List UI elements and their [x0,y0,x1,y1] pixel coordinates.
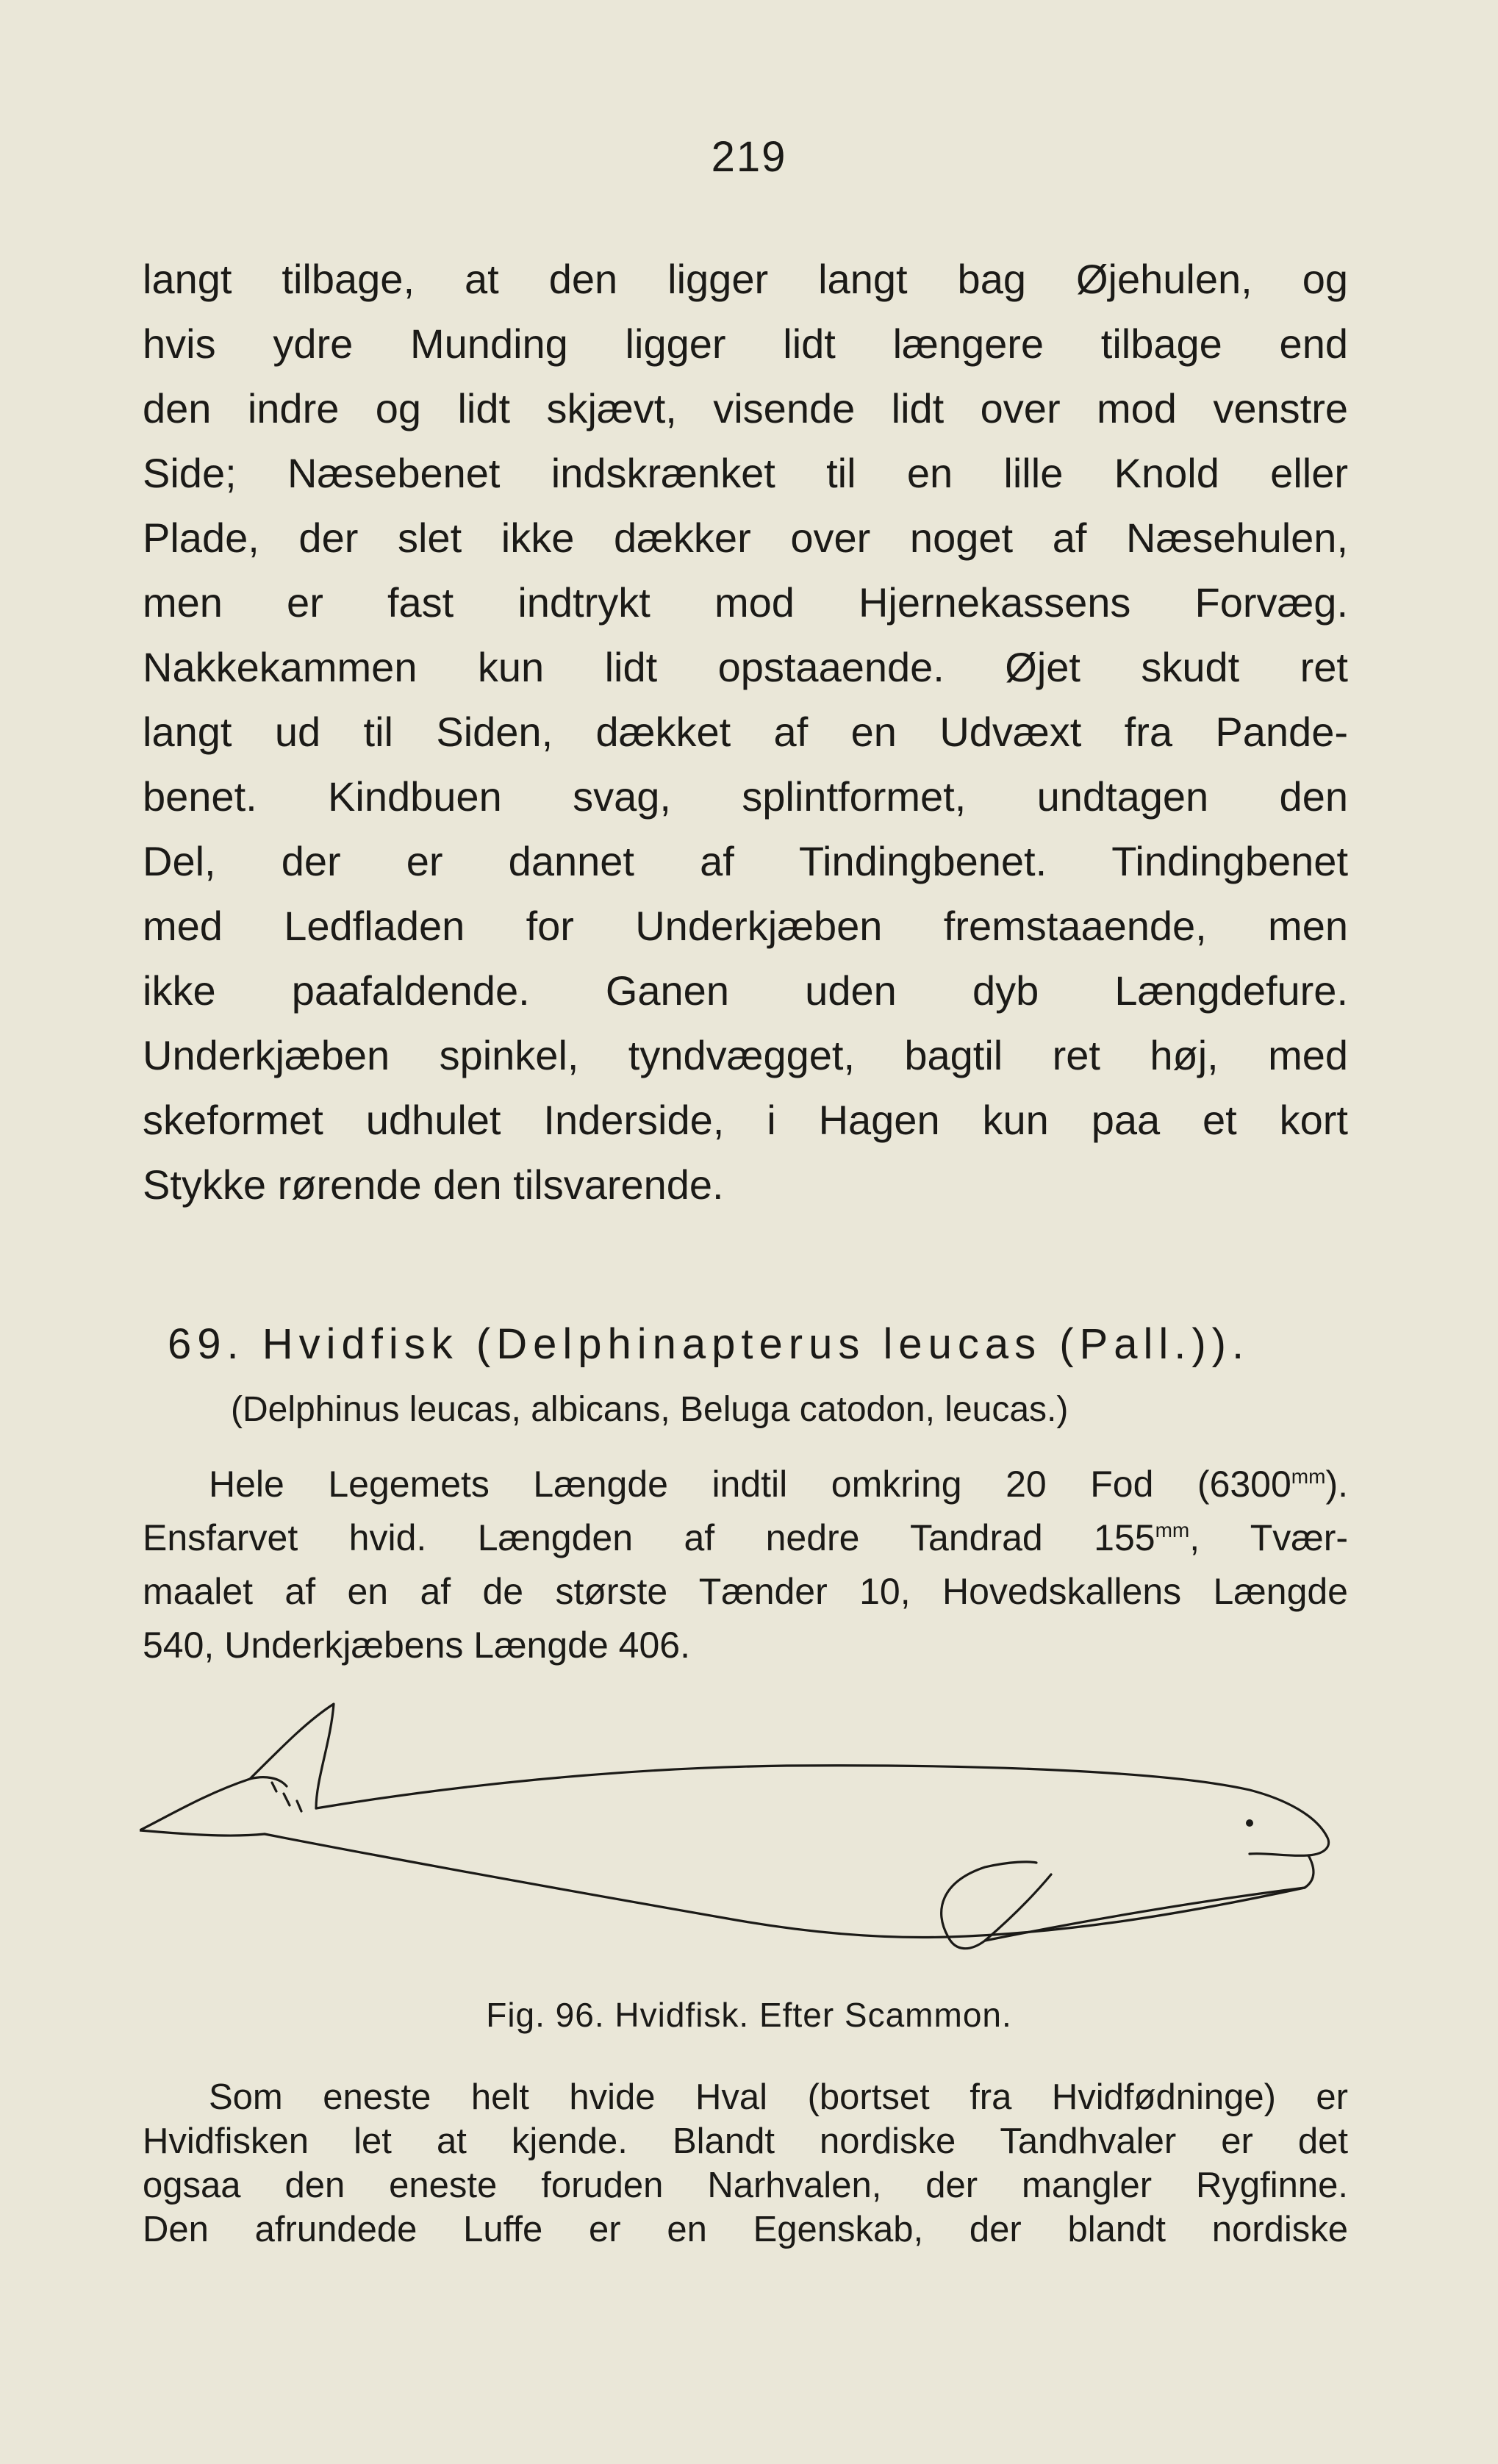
text-line: ikke paafaldende. Ganen uden dyb Længdefure. [143,967,1348,1014]
text-line: Underkjæben spinkel, tyndvægget, bagtil ret høj, med [143,1032,1348,1078]
paragraph-skull-description [143,247,1348,1217]
whale-mouth [1305,1855,1314,1888]
whale-belly [265,1834,1305,1938]
paragraph-measurements [143,1458,1348,1672]
text-line: med Ledfladen for Underkjæben fremstaaende, men [143,903,1348,949]
whale-eye [1246,1819,1253,1827]
text-line: den indre og lidt skjævt, visende lidt over mod venstre [143,385,1348,431]
whale-flipper [942,1862,1036,1937]
text-line: Hvidfisken let at kjende. Blandt nordiske Tandhvaler er det [143,2121,1348,2161]
measurement-line-2-text: Ensfarvet hvid. Længden af nedre Tandrad 155 [143,1517,1155,1558]
whale-head [1250,1836,1329,1855]
text-line: Som eneste helt hvide Hval (bortset fra Hvidfødninge) er [209,2077,1348,2117]
measurement-line-1-text: Hele Legemets Længde indtil omkring 20 Fod (6300 [209,1464,1291,1505]
text-line: langt ud til Siden, dækket af en Udvæxt fra Pande- [143,709,1348,755]
text-line: Side; Næsebenet indskrænket til en lille Knold eller [143,450,1348,496]
page-number: 219 [711,133,787,181]
text-line: Nakkekammen kun lidt opstaaende. Øjet skudt ret [143,644,1348,690]
measurement-line-4: 540, Underkjæbens Længde 406. [143,1625,690,1666]
unit-mm: mm [1155,1519,1190,1541]
paragraph-identification [143,2075,1348,2252]
measurement-line-2-end: , Tvær- [1189,1517,1349,1558]
whale-flipper-base [948,1937,985,1949]
text-line: benet. Kindbuen svag, splintformet, undtagen den [143,773,1348,820]
measurement-line-3: maalet af en af de største Tænder 10, Hovedskallens Længde [143,1571,1348,1612]
whale-tail-upper [140,1777,287,1830]
text-line: Del, der er dannet af Tindingbenet. Tindingbenet [143,838,1348,884]
text-line: Den afrundede Luffe er en Egenskab, der blandt nordiske [143,2210,1348,2249]
text-line: hvis ydre Munding ligger lidt længere tilbage end [143,320,1348,367]
whale-back [316,1766,1327,1836]
figure-caption: Fig. 96. Hvidfisk. Efter Scammon. [486,1996,1012,2034]
whale-tail-inner [250,1704,334,1808]
text-line: ogsaa den eneste foruden Narhvalen, der mangler Rygfinne. [143,2166,1348,2205]
text-line: skeformet udhulet Inderside, i Hagen kun paa et kort [143,1097,1348,1143]
measurement-line-1 [143,1458,1348,1511]
species-synonyms: (Delphinus leucas, albicans, Beluga catodon, leucas.) [231,1390,1069,1429]
text-line: Stykke rørende den tilsvarende. [143,1161,724,1208]
text-line: Plade, der slet ikke dækker over noget af Næsehulen, [143,515,1348,561]
measurement-line-2 [143,1511,1348,1565]
species-heading: 69. Hvidfisk (Delphinapterus leucas (Pall.)). [168,1320,1250,1368]
beluga-whale-illustration [140,1698,1360,2007]
measurement-line-1-end: ). [1325,1464,1348,1505]
text-line: langt tilbage, at den ligger langt bag Øjehulen, og [143,256,1348,302]
whale-tail-lower [140,1830,265,1836]
unit-mm: mm [1291,1465,1326,1488]
text-line: men er fast indtrykt mod Hjernekassens Forvæg. [143,579,1348,626]
